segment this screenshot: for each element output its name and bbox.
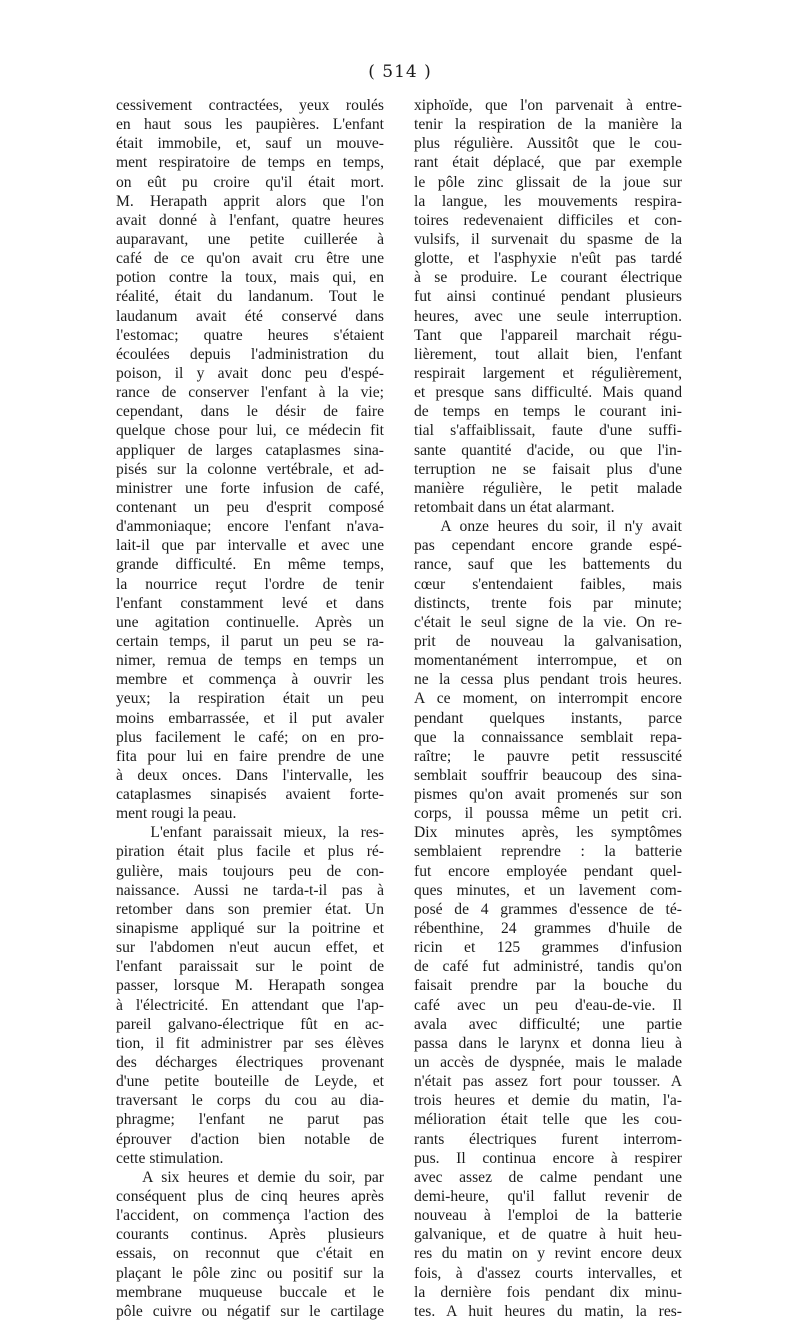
text-line: appliquer de larges cataplasmes sina- <box>116 441 384 459</box>
text-line: piration était plus facile et plus ré- <box>116 843 384 861</box>
text-line: café avec un peu d'eau-de-vie. Il <box>414 996 682 1014</box>
text-line: moins embarrassée, et il put avaler <box>116 709 384 727</box>
text-line: toires redevenaient difficiles et con- <box>414 211 682 229</box>
text-line: pisés sur la colonne vertébrale, et ad- <box>116 460 384 478</box>
text-line: réalité, était du landanum. Tout le <box>116 288 384 306</box>
text-line: conséquent plus de cinq heures après <box>116 1188 384 1206</box>
text-line: l'accident, on commença l'action des <box>116 1207 384 1225</box>
text-line: A onze heures du soir, il n'y avait <box>414 518 682 536</box>
text-line: l'estomac; quatre heures s'étaient <box>116 326 384 344</box>
text-line: quelque chose pour lui, ce médecin fit <box>116 422 384 440</box>
text-line: la langue, les mouvements respira- <box>414 192 682 210</box>
text-line: grande difficulté. En même temps, <box>116 556 384 574</box>
text-line: fut ainsi continué pendant plusieurs <box>414 288 682 306</box>
text-line: cessivement contractées, yeux roulés <box>116 97 384 114</box>
text-line: la dernière fois pendant dix minu- <box>414 1283 682 1301</box>
text-line: xiphoïde, que l'on parvenait à entre- <box>414 97 682 114</box>
text-line: tes. A huit heures du matin, la res- <box>414 1302 682 1320</box>
text-line: terruption ne se faisait plus d'une <box>414 460 682 478</box>
text-line: passer, lorsque M. Herapath songea <box>116 977 384 995</box>
text-line: naissance. Aussi ne tarda-t-il pas à <box>116 881 384 899</box>
text-line: à se produire. Le courant électrique <box>414 269 682 287</box>
text-line: avait donné à l'enfant, quatre heures <box>116 211 384 229</box>
text-line: glotte, et l'asphyxie n'eût pas tardé <box>414 250 682 268</box>
text-line: laudanum avait été conservé dans <box>116 307 384 325</box>
text-line: nimer, remua de temps en temps un <box>116 652 384 670</box>
text-line: distincts, trente fois par minute; <box>414 594 682 612</box>
text-line: membrane muqueuse buccale et le <box>116 1283 384 1301</box>
text-line: à deux onces. Dans l'intervalle, les <box>116 766 384 784</box>
text-line: éprouver d'action bien notable de <box>116 1130 384 1148</box>
text-line: yeux; la respiration était un peu <box>116 690 384 708</box>
text-line: tion, il fit administrer par ses élèves <box>116 1034 384 1052</box>
text-line: ne la cessa plus pendant trois heures. <box>414 671 682 689</box>
text-line: cataplasmes sinapisés avaient forte- <box>116 786 384 804</box>
text-line: pas cependant encore grande espé- <box>414 537 682 555</box>
text-line: phragme; l'enfant ne parut pas <box>116 1111 384 1129</box>
text-line: posé de 4 grammes d'essence de té- <box>414 900 682 918</box>
text-line: rants électriques furent interrom- <box>414 1130 682 1148</box>
text-line: ment respiratoire de temps en temps, <box>116 154 384 172</box>
text-line: semblaient reprendre : la batterie <box>414 843 682 861</box>
text-line: mélioration était telle que les cou- <box>414 1111 682 1129</box>
text-line: poison, il y avait donc peu d'espé- <box>116 364 384 382</box>
text-line: tial s'affaiblissait, faute d'une suffi- <box>414 422 682 440</box>
text-line: traversant le corps du cou au dia- <box>116 1092 384 1110</box>
text-line: sur l'abdomen n'eut aucun effet, et <box>116 939 384 957</box>
text-line: fois, à d'assez courts intervalles, et <box>414 1264 682 1282</box>
text-line: trois heures et demie du matin, l'a- <box>414 1092 682 1110</box>
text-line: avec assez de calme pendant une <box>414 1168 682 1186</box>
text-line: cette stimulation. <box>116 1149 224 1167</box>
text-line: à l'électricité. En attendant que l'ap- <box>116 996 384 1014</box>
text-line: rance de conserver l'enfant à la vie; <box>116 384 384 402</box>
text-line: ricin et 125 grammes d'infusion <box>414 939 682 957</box>
text-line: n'était pas assez fort pour tousser. A <box>414 1073 682 1091</box>
text-line: A six heures et demie du soir, par <box>116 1168 384 1186</box>
right-text-column <box>414 96 682 1321</box>
text-line: pareil galvano-électrique fût en ac- <box>116 1015 384 1033</box>
text-line: l'enfant constamment levé et dans <box>116 594 384 612</box>
text-line: fita pour lui en faire prendre de une <box>116 747 384 765</box>
left-text-column <box>116 96 384 1321</box>
text-line: raître; le pauvre petit ressuscité <box>414 747 682 765</box>
text-line: pismes qu'on avait promenés sur son <box>414 786 682 804</box>
text-line: galvanique, et de quatre à huit heu- <box>414 1226 682 1244</box>
text-line: A ce moment, on interrompit encore <box>414 690 682 708</box>
text-line: pus. Il continua encore à respirer <box>414 1149 682 1167</box>
text-line: corps, il poussa même un petit cri. <box>414 805 682 823</box>
text-line: un accès de dyspnée, mais le malade <box>414 1054 682 1072</box>
text-line: momentanément interrompue, et on <box>414 652 682 670</box>
text-line: de café fut administré, tandis qu'on <box>414 958 682 976</box>
page-number: ( 514 ) <box>368 62 432 82</box>
text-line: certain temps, il parut un peu se ra- <box>116 632 384 650</box>
text-line: essais, on reconnut que c'était en <box>116 1245 384 1263</box>
text-line: en haut sous les paupières. L'enfant <box>116 116 384 134</box>
text-line: vulsifs, il survenait du spasme de la <box>414 230 682 248</box>
text-line: pôle cuivre ou négatif sur le cartilage <box>116 1302 384 1320</box>
text-line: res du matin on y revint encore deux <box>414 1245 682 1263</box>
text-line: demi-heure, qu'il fallut revenir de <box>414 1188 682 1206</box>
text-line: semblait souffrir beaucoup des sina- <box>414 766 682 784</box>
text-line: retombait dans un état alarmant. <box>414 498 615 516</box>
text-line: rance, sauf que les battements du <box>414 556 682 574</box>
text-line: écoulées depuis l'administration du <box>116 345 384 363</box>
text-line: plus facilement le café; on en pro- <box>116 728 384 746</box>
text-line: cependant, dans le désir de faire <box>116 403 384 421</box>
text-line: nouveau à l'emploi de la batterie <box>414 1207 682 1225</box>
text-line: ques minutes, et un lavement com- <box>414 881 682 899</box>
text-line: ment rougi la peau. <box>116 805 237 823</box>
text-line: on eût pu croire qu'il était mort. <box>116 173 384 191</box>
text-line: café de ce qu'on avait cru être une <box>116 250 384 268</box>
text-line: manière régulière, le petit malade <box>414 479 682 497</box>
text-line: contenant un peu d'esprit composé <box>116 498 384 516</box>
text-line: l'enfant paraissait sur le point de <box>116 958 384 976</box>
text-line: d'une petite bouteille de Leyde, et <box>116 1073 384 1091</box>
text-line: rant était déplacé, que par exemple <box>414 154 682 172</box>
text-line: gulière, mais toujours peu de con- <box>116 862 384 880</box>
text-line: tenir la respiration de la manière la <box>414 116 682 134</box>
text-line: respirait largement et régulièrement, <box>414 364 682 382</box>
text-line: sante quantité d'acide, ou que l'in- <box>414 441 682 459</box>
text-line: d'ammoniaque; encore l'enfant n'ava- <box>116 518 384 536</box>
text-line: des décharges électriques provenant <box>116 1054 384 1072</box>
text-line: retomber dans son premier état. Un <box>116 900 384 918</box>
text-line: avala avec difficulté; une partie <box>414 1015 682 1033</box>
text-line: la nourrice reçut l'ordre de tenir <box>116 575 384 593</box>
text-line: pendant quelques instants, parce <box>414 709 682 727</box>
text-line: L'enfant paraissait mieux, la res- <box>116 824 384 842</box>
text-line: passa dans le larynx et donna lieu à <box>414 1034 682 1052</box>
text-line: de temps en temps le courant ini- <box>414 403 682 421</box>
text-line: faisait prendre par la bouche du <box>414 977 682 995</box>
text-line: cœur s'entendaient faibles, mais <box>414 575 682 593</box>
text-line: plus régulière. Aussitôt que le cou- <box>414 135 682 153</box>
text-line: membre et commença à ouvrir les <box>116 671 384 689</box>
text-line: M. Herapath apprit alors que l'on <box>116 192 384 210</box>
text-line: plaçant le pôle zinc ou positif sur la <box>116 1264 384 1282</box>
text-line: lait-il que par intervalle et avec une <box>116 537 384 555</box>
text-line: fut encore employée pendant quel- <box>414 862 682 880</box>
text-line: rébenthine, 24 grammes d'huile de <box>414 920 682 938</box>
text-line: était immobile, et, sauf un mouve- <box>116 135 384 153</box>
text-line: Dix minutes après, les symptômes <box>414 824 682 842</box>
text-line: ministrer une forte infusion de café, <box>116 479 384 497</box>
text-line: une agitation continuelle. Après un <box>116 613 384 631</box>
text-line: Tant que l'appareil marchait régu- <box>414 326 682 344</box>
text-line: heures, avec une seule interruption. <box>414 307 682 325</box>
text-line: que la connaissance semblait repa- <box>414 728 682 746</box>
text-line: le pôle zinc glissait de la joue sur <box>414 173 682 191</box>
text-line: sinapisme appliqué sur la poitrine et <box>116 920 384 938</box>
text-line: auparavant, une petite cuillerée à <box>116 230 384 248</box>
text-line: prit de nouveau la galvanisation, <box>414 632 682 650</box>
text-line: lièrement, tout allait bien, l'enfant <box>414 345 682 363</box>
text-line: c'était le seul signe de la vie. On re- <box>414 613 682 631</box>
text-line: et presque sans difficulté. Mais quand <box>414 384 682 402</box>
text-line: potion contre la toux, mais qui, en <box>116 269 384 287</box>
text-line: courants continus. Après plusieurs <box>116 1226 384 1244</box>
